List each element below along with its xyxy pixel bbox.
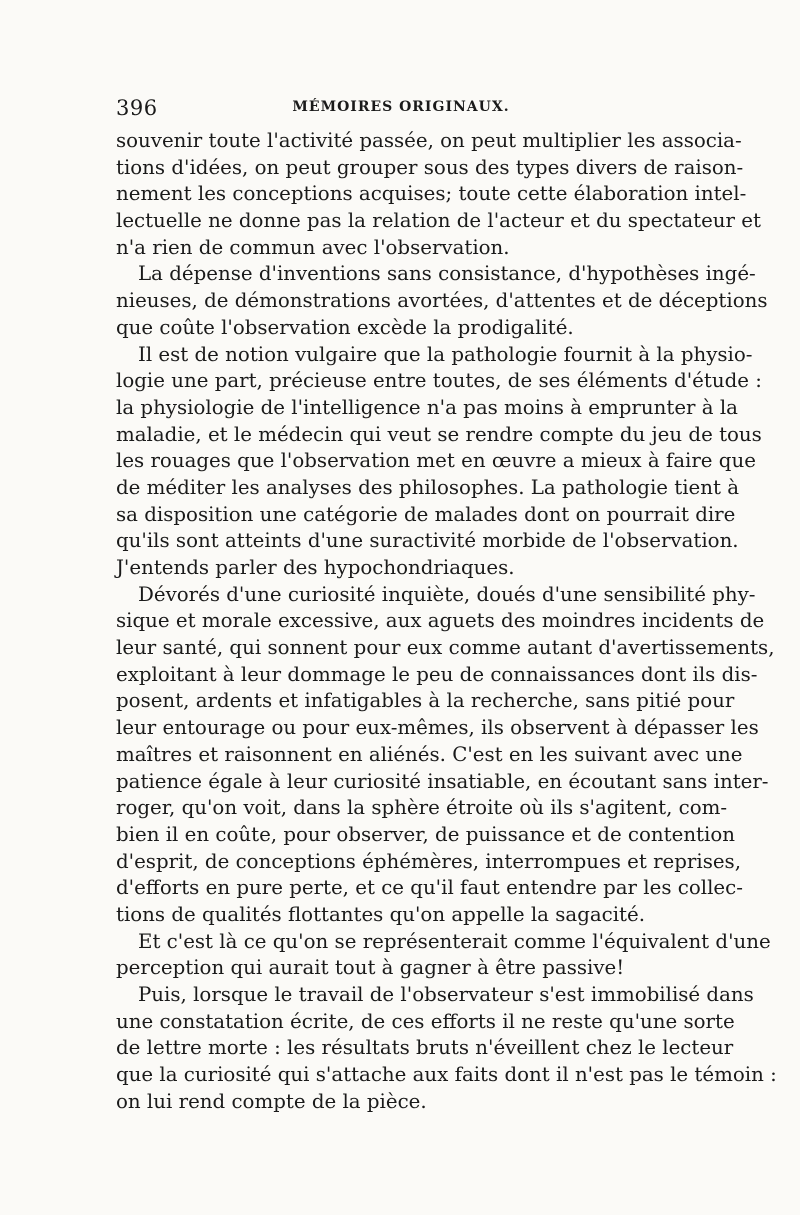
text-line: maîtres et raisonnent en aliénés. C'est en les suivant avec une	[116, 742, 743, 766]
page-number: 396	[116, 96, 158, 120]
text-line: nement les conceptions acquises; toute cette élaboration intel-	[116, 182, 747, 206]
text-line: La dépense d'inventions sans consistance, d'hypothèses ingé-	[138, 262, 756, 286]
text-line: de méditer les analyses des philosophes. La pathologie tient à	[116, 475, 740, 499]
text-line: Il est de notion vulgaire que la pathologie fournit à la physio-	[138, 342, 753, 366]
text-line: Puis, lorsque le travail de l'observateur s'est immobilisé dans	[138, 983, 754, 1006]
text-line: J'entends parler des hypochondriaques.	[116, 556, 515, 579]
text-line: tions d'idées, on peut grouper sous des types divers de raison-	[116, 155, 744, 179]
text-line: une constatation écrite, de ces efforts il ne reste qu'une sorte	[116, 1009, 735, 1033]
text-line: nieuses, de démonstrations avortées, d'attentes et de déceptions	[116, 289, 768, 313]
text-line: sique et morale excessive, aux aguets des moindres incidents de	[116, 609, 765, 633]
paragraph	[116, 342, 762, 582]
text-line: patience égale à leur curiosité insatiable, en écoutant sans inter-	[116, 769, 769, 793]
text-line: les rouages que l'observation met en œuvre a mieux à faire que	[116, 449, 756, 473]
paragraph	[116, 582, 775, 929]
text-line: d'esprit, de conceptions éphémères, interrompues et reprises,	[116, 849, 741, 873]
body-text	[116, 128, 777, 1115]
text-line: la physiologie de l'intelligence n'a pas moins à emprunter à la	[116, 395, 738, 419]
paragraph	[116, 128, 761, 261]
text-line: sa disposition une catégorie de malades dont on pourrait dire	[116, 502, 736, 526]
text-line: bien il en coûte, pour observer, de puissance et de contention	[116, 822, 735, 846]
text-line: maladie, et le médecin qui veut se rendre compte du jeu de tous	[116, 422, 762, 446]
text-line: exploitant à leur dommage le peu de connaissances dont ils dis-	[116, 662, 758, 686]
text-line: n'a rien de commun avec l'observation.	[116, 235, 510, 259]
text-line: on lui rend compte de la pièce.	[116, 1089, 427, 1113]
text-line: lectuelle ne donne pas la relation de l'acteur et du spectateur et	[116, 209, 761, 233]
text-line: leur entourage ou pour eux-mêmes, ils observent à dépasser les	[116, 716, 759, 740]
text-line: posent, ardents et infatigables à la recherche, sans pitié pour	[116, 689, 735, 713]
paragraph	[116, 982, 777, 1115]
paragraph	[116, 929, 771, 982]
text-line: leur santé, qui sonnent pour eux comme autant d'avertissements,	[116, 636, 775, 660]
page-header	[116, 96, 686, 124]
text-line: souvenir toute l'activité passée, on peut multiplier les associa-	[116, 129, 742, 152]
text-line: que la curiosité qui s'attache aux faits dont il n'est pas le témoin :	[116, 1063, 777, 1087]
text-line: de lettre morte : les résultats bruts n'éveillent chez le lecteur	[116, 1036, 734, 1060]
text-line: roger, qu'on voit, dans la sphère étroite où ils s'agitent, com-	[116, 796, 728, 820]
text-line: perception qui aurait tout à gagner à être passive!	[116, 956, 625, 980]
text-line: que coûte l'observation excède la prodigalité.	[116, 315, 574, 339]
text-line: d'efforts en pure perte, et ce qu'il faut entendre par les collec-	[116, 876, 743, 900]
running-head: MÉMOIRES ORIGINAUX.	[292, 99, 510, 115]
paragraph	[116, 261, 768, 341]
text-line: qu'ils sont atteints d'une suractivité morbide de l'observation.	[116, 529, 739, 553]
text-line: logie une part, précieuse entre toutes, de ses éléments d'étude :	[116, 369, 762, 393]
text-line: tions de qualités flottantes qu'on appelle la sagacité.	[116, 902, 646, 926]
text-line: Dévorés d'une curiosité inquiète, doués d'une sensibilité phy-	[138, 582, 756, 606]
text-line: Et c'est là ce qu'on se représenterait comme l'équivalent d'une	[138, 929, 771, 953]
